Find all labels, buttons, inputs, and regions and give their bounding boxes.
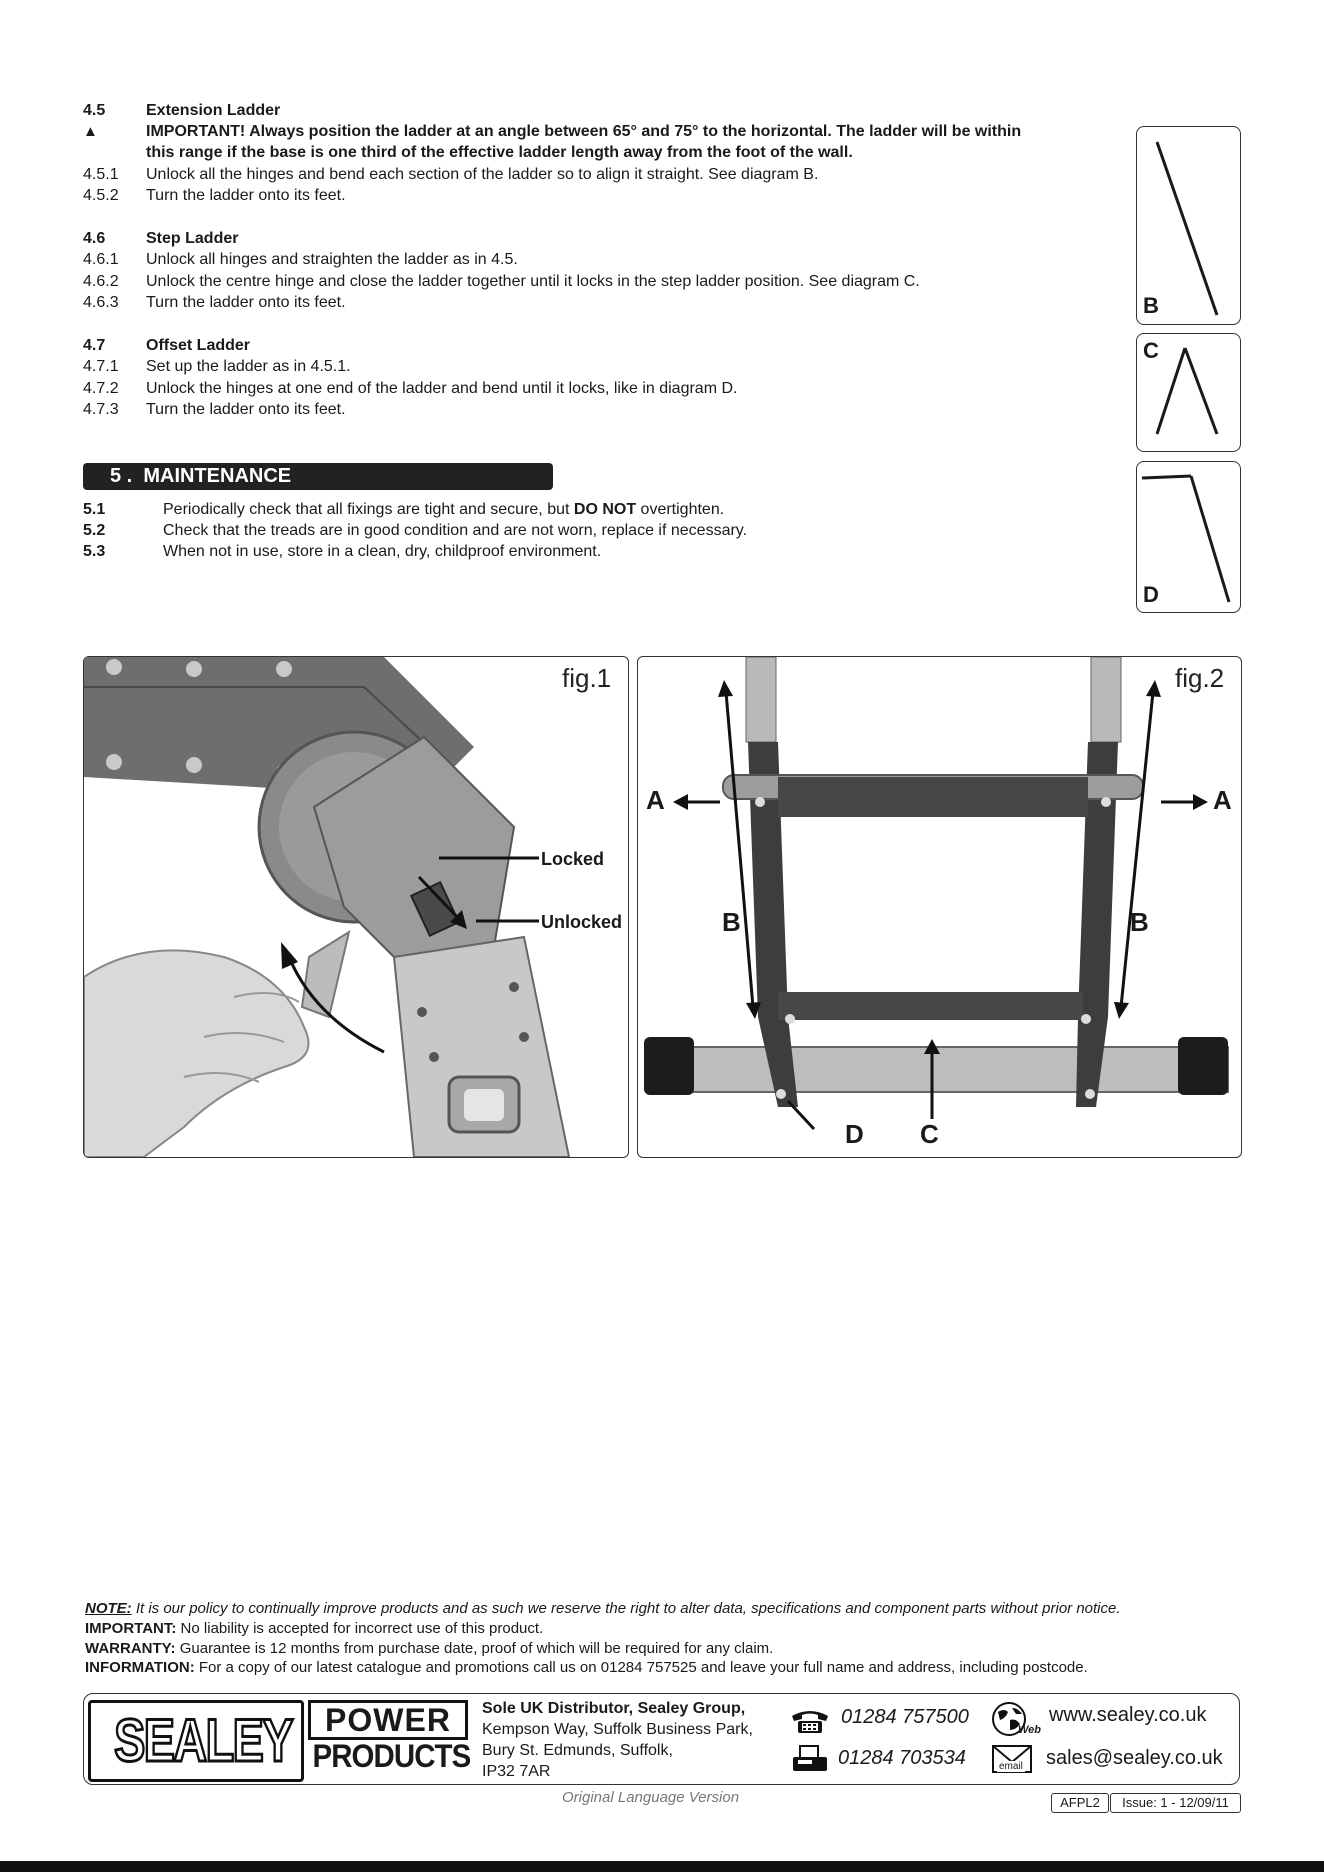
email-icon — [992, 1744, 1032, 1774]
figure-label: fig.1 — [562, 663, 612, 693]
label-a-left: A — [646, 785, 665, 815]
power-logo-text: POWER — [325, 1702, 451, 1738]
information-label: INFORMATION: — [85, 1659, 195, 1676]
item-text: Turn the ladder onto its feet. — [146, 401, 346, 418]
issue-box — [1110, 1793, 1241, 1813]
important-line — [85, 1620, 543, 1637]
item-text: Set up the ladder as in 4.5.1. — [146, 358, 351, 375]
diagram-letter: D — [1143, 582, 1159, 607]
diagram-d — [1136, 461, 1241, 613]
footer — [83, 1693, 1240, 1785]
section-number: 4.5 — [83, 102, 106, 119]
diagram-b — [1136, 126, 1241, 325]
callout-unlocked: Unlocked — [541, 912, 623, 932]
item-number: 4.5.1 — [83, 166, 119, 183]
item-number: 5.2 — [83, 522, 106, 539]
email-label: email — [999, 1761, 1023, 1772]
important-note-line-1: IMPORTANT! Always position the ladder at an angle between 65° and 75° to the horizontal. The ladder will be within — [146, 123, 1022, 140]
label-c: C — [920, 1119, 939, 1149]
note-line — [85, 1600, 1121, 1617]
important-text: No liability is accepted for incorrect use of this product. — [176, 1620, 544, 1637]
item-number: 4.5.2 — [83, 187, 119, 204]
fax-icon — [790, 1744, 830, 1774]
section-title: Extension Ladder — [146, 102, 281, 119]
section-number: 4.7 — [83, 337, 106, 354]
item-text — [163, 501, 724, 519]
web-label: Web — [1018, 1724, 1042, 1736]
item-text: Unlock all hinges and straighten the ladder as in 4.5. — [146, 251, 518, 268]
item-text: Unlock all the hinges and bend each section of the ladder so to align it straight. See diagram B. — [146, 166, 819, 183]
model-number: AFPL2 — [1060, 1795, 1100, 1810]
warranty-label: WARRANTY: — [85, 1640, 176, 1657]
label-a-right: A — [1213, 785, 1232, 815]
item-text: Unlock the hinges at one end of the ladder and bend until it locks, like in diagram D. — [146, 380, 738, 397]
fax-number[interactable]: 01284 703534 — [838, 1747, 966, 1769]
power-logo — [308, 1700, 468, 1740]
important-note-line-2: this range if the base is one third of the effective ladder length away from the foot of the wall. — [146, 144, 853, 161]
item-number: 4.6.2 — [83, 273, 119, 290]
website-link[interactable]: www.sealey.co.uk — [1049, 1704, 1207, 1726]
item-number: 4.7.3 — [83, 401, 119, 418]
figure-1 — [83, 656, 629, 1158]
original-language-note: Original Language Version — [562, 1789, 740, 1806]
email-link[interactable]: sales@sealey.co.uk — [1046, 1747, 1223, 1769]
information-line — [85, 1659, 1088, 1676]
hinge-lock-illustration — [84, 657, 628, 1157]
warning-triangle-icon: ▲ — [83, 123, 98, 140]
section-number: 4.6 — [83, 230, 106, 247]
item-number: 5.1 — [83, 501, 106, 518]
maintenance-heading: 5 . MAINTENANCE — [110, 465, 292, 487]
products-logo-text: PRODUCTS — [312, 1738, 471, 1774]
page-edge-bar — [0, 1861, 1324, 1872]
diagram-letter: C — [1143, 338, 1159, 363]
telephone-icon — [790, 1708, 830, 1734]
item-number: 5.3 — [83, 543, 106, 560]
sealey-logo-text: SEALEY — [114, 1707, 292, 1774]
figure-2 — [637, 656, 1242, 1158]
note-text: It is our policy to continually improve products and as such we reserve the right to alter data, specifications and component parts without prior notice. — [131, 1600, 1121, 1617]
address-line-3: IP32 7AR — [482, 1763, 551, 1780]
item-number: 4.7.2 — [83, 380, 119, 397]
note-label: NOTE: — [85, 1600, 132, 1617]
item-text: Check that the treads are in good condition and are not worn, replace if necessary. — [163, 522, 748, 539]
label-b-right: B — [1130, 907, 1149, 937]
item-number: 4.6.3 — [83, 294, 119, 311]
model-number-box — [1051, 1793, 1109, 1813]
label-b-left: B — [722, 907, 741, 937]
section-title: Offset Ladder — [146, 337, 251, 354]
item-text: When not in use, store in a clean, dry, childproof environment. — [163, 543, 602, 560]
item-text: Turn the ladder onto its feet. — [146, 187, 346, 204]
address-line-1: Kempson Way, Suffolk Business Park, — [482, 1721, 753, 1738]
diagram-letter: B — [1143, 293, 1159, 318]
item-number: 4.6.1 — [83, 251, 119, 268]
phone-number[interactable]: 01284 757500 — [841, 1706, 969, 1728]
label-d: D — [845, 1119, 864, 1149]
issue-info: Issue: 1 - 12/09/11 — [1122, 1795, 1229, 1810]
warranty-line — [85, 1640, 773, 1657]
address-line-2: Bury St. Edmunds, Suffolk, — [482, 1742, 673, 1759]
distributor-name: Sole UK Distributor, Sealey Group, — [482, 1700, 746, 1717]
item-text-part: Periodically check that all fixings are tight and secure, but — [163, 501, 574, 518]
warranty-text: Guarantee is 12 months from purchase date, proof of which will be required for any claim. — [175, 1640, 774, 1657]
item-text: Unlock the centre hinge and close the ladder together until it locks in the step ladder position. See diagram C. — [146, 273, 920, 290]
item-text: Turn the ladder onto its feet. — [146, 294, 346, 311]
section-title: Step Ladder — [146, 230, 239, 247]
callout-locked: Locked — [541, 849, 605, 869]
sealey-logo — [88, 1700, 304, 1782]
diagram-c — [1136, 333, 1241, 452]
figure-label: fig.2 — [1175, 663, 1225, 693]
item-emphasis: DO NOT — [573, 501, 637, 518]
information-text: For a copy of our latest catalogue and promotions call us on 01284 757525 and leave your full name and address, including postcode. — [194, 1659, 1088, 1676]
item-text-part: overtighten. — [636, 501, 725, 518]
item-number: 4.7.1 — [83, 358, 119, 375]
important-label: IMPORTANT: — [85, 1620, 177, 1637]
globe-icon — [990, 1700, 1042, 1738]
maintenance-heading-bar — [83, 463, 553, 490]
